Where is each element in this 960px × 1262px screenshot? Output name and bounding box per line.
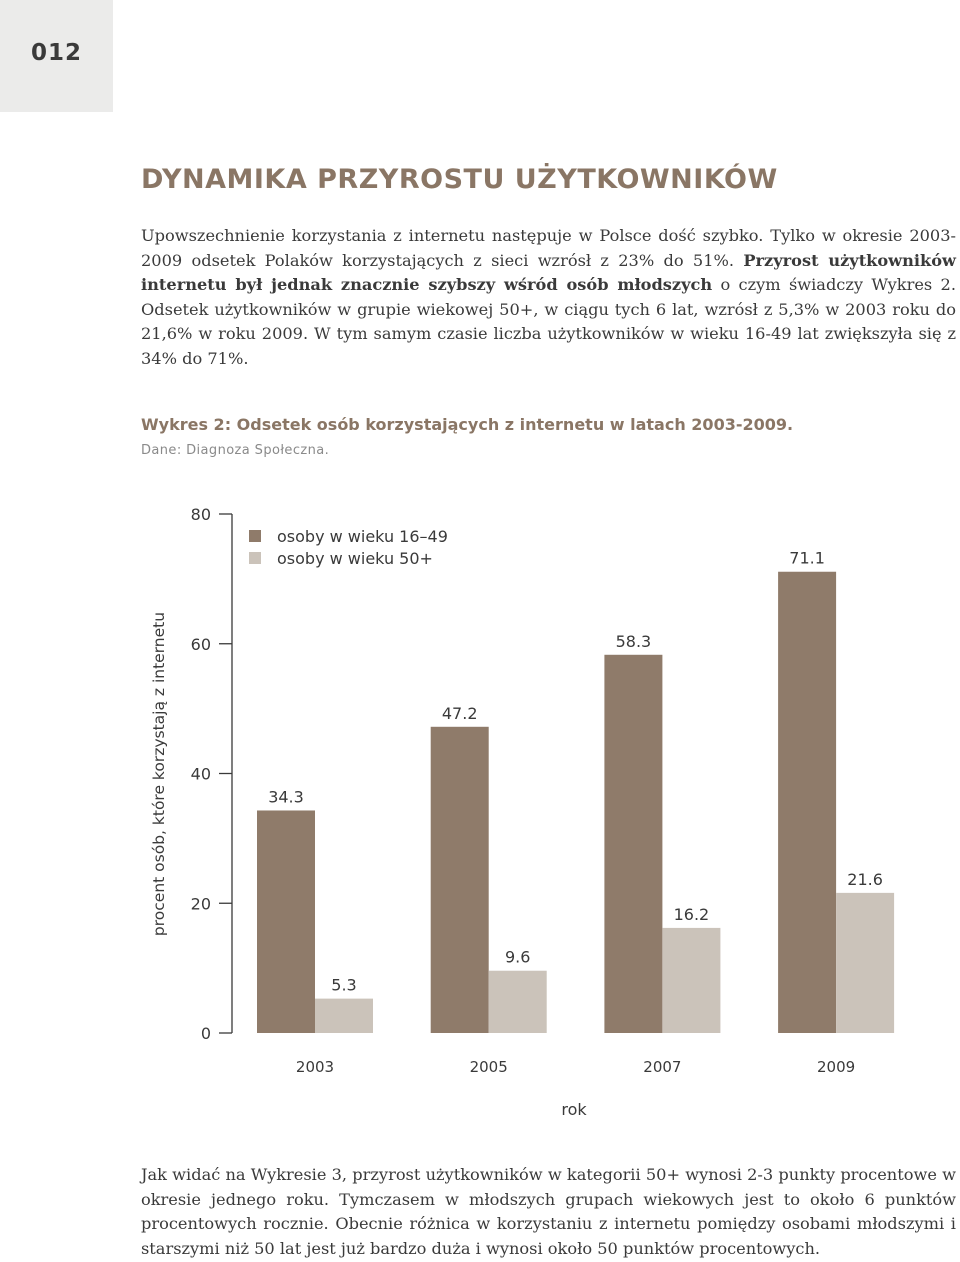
- y-tick-label: 0: [200, 1024, 211, 1043]
- data-label: 58.3: [615, 631, 652, 651]
- x-axis-title: rok: [561, 1100, 587, 1119]
- bar: [431, 727, 489, 1033]
- chart-caption-title: Wykres 2: Odsetek osób korzystających z internetu w latach 2003-2009.: [141, 415, 794, 434]
- chart-caption-source: Dane: Diagnoza Społeczna.: [141, 443, 330, 458]
- legend-swatch: [249, 552, 261, 564]
- y-axis-title: procent osób, które korzystają z internetu: [150, 611, 168, 937]
- y-tick-label: 60: [190, 634, 211, 654]
- x-tick-label: 2003: [295, 1058, 335, 1076]
- legend-label: osoby w wieku 16–49: [277, 527, 448, 546]
- page-number: 012: [30, 40, 82, 66]
- intro-text-2: o czym świadczy Wykres 2. Odsetek użytkowników w grupie wiekowej 50+, w ciągu tych 6 lat, wzrósł z 5,3% w 2003 roku do 21,6% w roku 2009. W tym samym czasie liczba użytkowników w wieku 16-49 lat zwiększyła się z 34% do 71%.: [141, 275, 956, 368]
- data-label: 34.3: [268, 787, 304, 807]
- bar: [836, 893, 894, 1033]
- x-tick-label: 2009: [817, 1058, 856, 1076]
- data-label: 16.2: [673, 904, 710, 924]
- outro-paragraph: Jak widać na Wykresie 3, przyrost użytkowników w kategorii 50+ wynosi 2-3 punkty procentowe w okresie jednego roku. Tymczasem w młodszych grupach wiekowych jest to około 6 punktów procentowych rocznie. Obecnie różnica w korzystaniu z internetu pomiędzy osobami młodszymi i starszymi niż 50 lat jest już bardzo duża i wynosi około 50 punktów procentowych.: [141, 1165, 956, 1258]
- y-tick-label: 80: [190, 505, 211, 524]
- legend-label: osoby w wieku 50+: [277, 549, 433, 568]
- data-label: 5.3: [331, 975, 357, 995]
- legend-swatch: [249, 530, 261, 542]
- data-label: 21.6: [847, 869, 883, 889]
- x-tick-label: 2005: [469, 1058, 508, 1076]
- intro-text-1: Upowszechnienie korzystania z internetu następuje w Polsce dość szybko. Tylko w okresie 2003-2009 odsetek Polaków korzystających z sieci wzrósł z 23% do 51%.: [141, 226, 956, 270]
- data-label: 71.1: [789, 548, 825, 568]
- bar: [604, 655, 662, 1033]
- bar: [257, 810, 315, 1033]
- intro-bold-text: Przyrost użytkowników internetu był jednak znacznie szybszy wśród osób młodszych: [141, 250, 956, 294]
- data-label: 9.6: [504, 947, 531, 967]
- bar: [662, 928, 720, 1033]
- bar: [489, 971, 547, 1033]
- y-tick-label: 20: [190, 894, 211, 914]
- section-title: DYNAMIKA PRZYROSTU UŻYTKOWNIKÓW: [141, 164, 778, 195]
- x-tick-label: 2007: [643, 1058, 682, 1076]
- data-label: 47.2: [441, 703, 478, 723]
- bar: [315, 999, 373, 1033]
- y-tick-label: 40: [190, 764, 211, 784]
- bar: [778, 572, 836, 1033]
